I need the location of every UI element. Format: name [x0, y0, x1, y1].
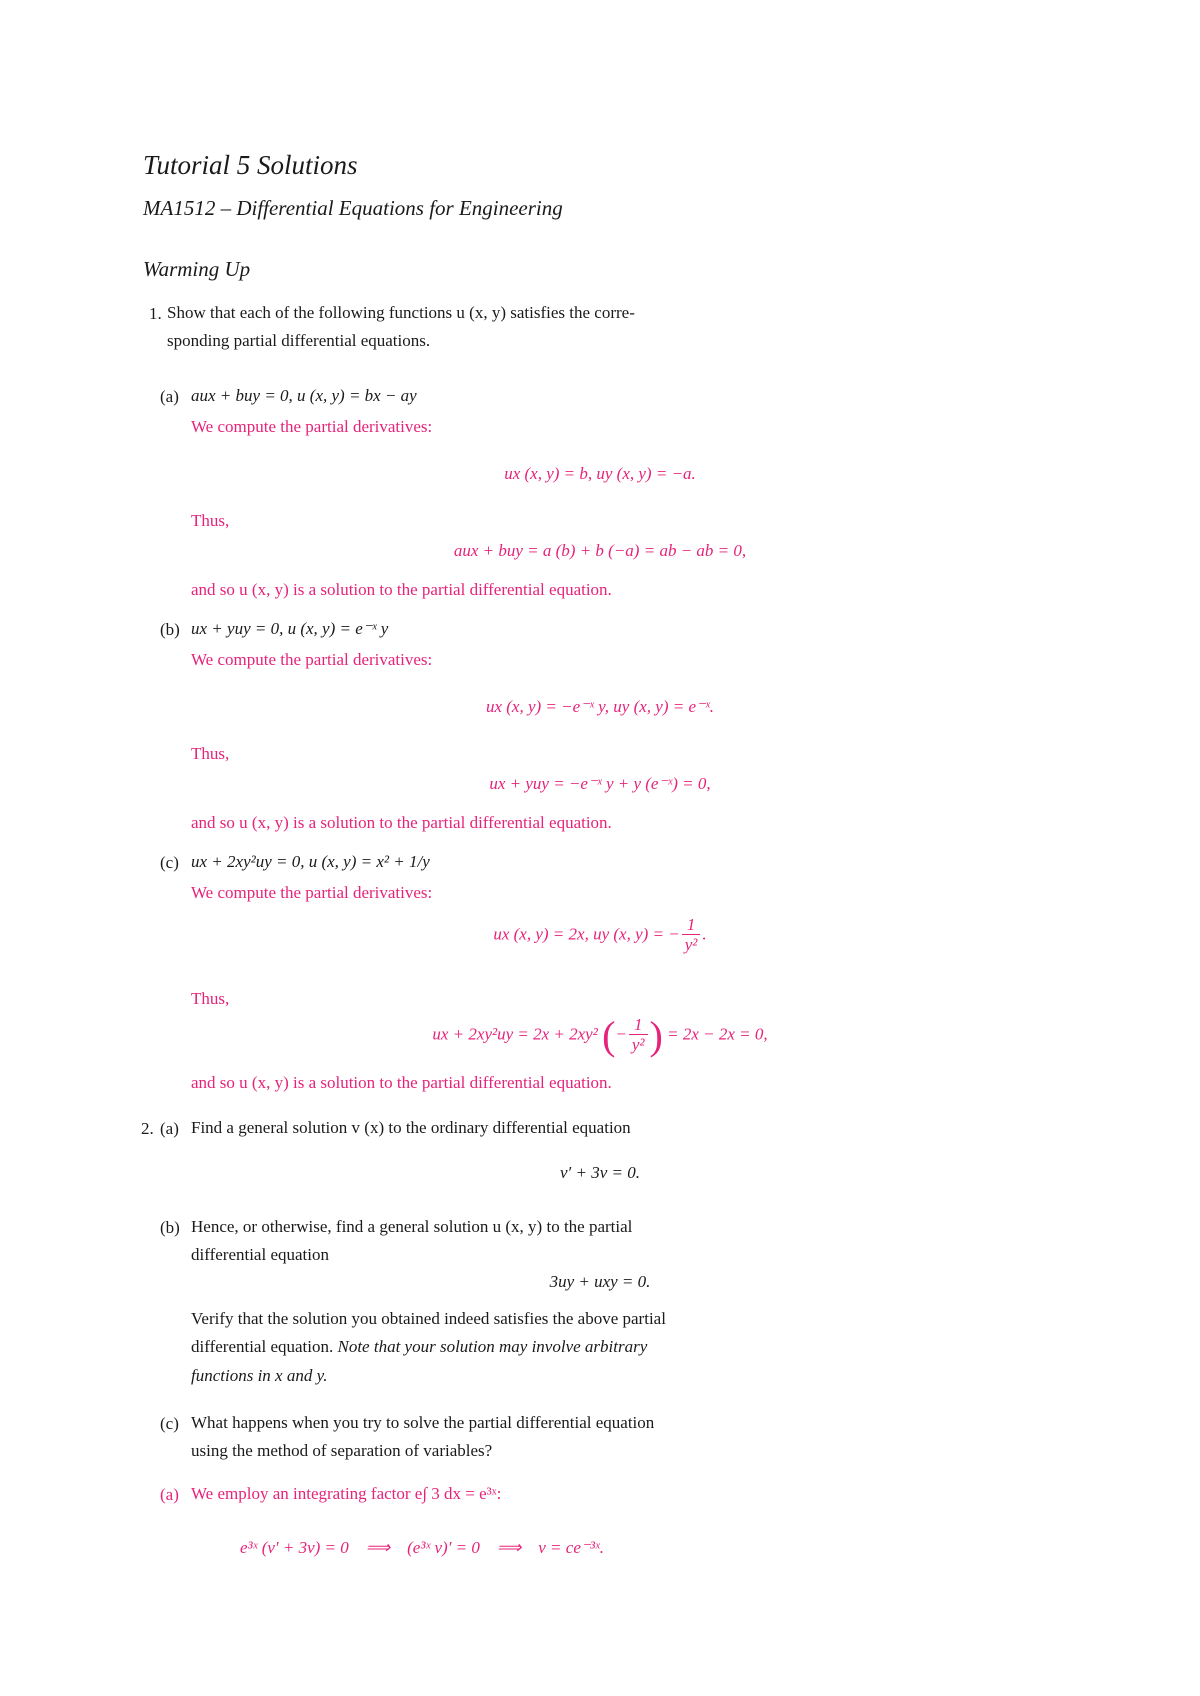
q2c-line2: using the method of separation of variables? — [191, 1441, 493, 1460]
q2b-verify-line3: functions in x and y. — [191, 1366, 328, 1385]
q1c-check: ux + 2xy²uy = 2x + 2xy² (− $\frac{1}{\text{y²}}$ ) = 2x − 2x = 0, — [432, 1013, 768, 1058]
q2b-line1: Hence, or otherwise, find a general solution u (x, y) to the partial — [191, 1217, 633, 1236]
q1c-derivs-num: 1 — [682, 916, 701, 935]
q1-number: 1. — [149, 304, 162, 323]
right-paren: ) — [649, 1013, 663, 1058]
q2a-label: (a) — [160, 1119, 179, 1138]
q1a-intro: We compute the partial derivatives: — [191, 417, 433, 436]
q2b-label: (b) — [160, 1218, 180, 1237]
q1c-intro: We compute the partial derivatives: — [191, 883, 433, 902]
q1c-check-right: = 2x − 2x = 0, — [667, 1024, 768, 1044]
q1c-check-den: y² — [631, 1035, 645, 1054]
q2b-equation: 3uy + uxy = 0. — [549, 1272, 651, 1291]
q2c-line1: What happens when you try to solve the partial differential equation — [191, 1413, 655, 1432]
q1c-derivatives — [0, 916, 1200, 955]
q1c-derivs-fraction — [682, 916, 701, 955]
q1c-check-num: 1 — [629, 1016, 648, 1035]
q1a-derivatives: ux (x, y) = b, uy (x, y) = −a. — [504, 464, 696, 483]
q2b-verify-plain: differential equation. — [191, 1337, 338, 1356]
q2-sol-a-label: (a) — [160, 1485, 179, 1504]
q1c-derivs-end: . — [702, 924, 707, 944]
q1b-derivatives: ux (x, y) = −e⁻ˣ y, uy (x, y) = e⁻ˣ. — [485, 697, 715, 716]
q1c-derivs-left: ux (x, y) = 2x, uy (x, y) = − — [493, 924, 680, 944]
q2b-verify-line2 — [191, 1334, 647, 1360]
q2-number: 2. — [141, 1119, 154, 1138]
q1-text-line2: sponding partial differential equations. — [167, 331, 431, 350]
q2-sol-a-text: We employ an integrating factor e∫ 3 dx = e³ˣ: — [191, 1484, 502, 1503]
q1c-thus: Thus, — [191, 989, 230, 1008]
course-subtitle: MA1512 – Differential Equations for Engineering — [143, 196, 563, 220]
page-title: Tutorial 5 Solutions — [143, 150, 358, 180]
q2-sol-a-equation: e³ˣ (v′ + 3v) = 0 ⟹ (e³ˣ v)′ = 0 ⟹ v = ce⁻³ˣ. — [240, 1538, 604, 1557]
q2b-line2: differential equation — [191, 1245, 329, 1264]
q1b-label: (b) — [160, 620, 180, 639]
q1a-conclusion: and so u (x, y) is a solution to the partial differential equation. — [191, 580, 612, 599]
q1-text-line1: Show that each of the following functions u (x, y) satisfies the corre- — [167, 303, 635, 322]
q2a-equation: v′ + 3v = 0. — [559, 1163, 640, 1182]
q1a-thus: Thus, — [191, 511, 230, 530]
q2b-verify-italic: Note that your solution may involve arbitrary — [337, 1337, 648, 1356]
left-paren: ( — [602, 1013, 616, 1058]
section-heading: Warming Up — [143, 257, 251, 281]
q1b-check: ux + yuy = −e⁻ˣ y + y (e⁻ˣ) = 0, — [489, 774, 711, 793]
q1b-problem: ux + yuy = 0, u (x, y) = e⁻ˣ y — [191, 619, 389, 638]
q1b-conclusion: and so u (x, y) is a solution to the partial differential equation. — [191, 813, 612, 832]
q1c-derivs-den: y² — [684, 935, 698, 954]
q1a-check: aux + buy = a (b) + b (−a) = ab − ab = 0, — [453, 541, 747, 560]
q1b-thus: Thus, — [191, 744, 230, 763]
q1c-label: (c) — [160, 853, 179, 872]
q2a-text: Find a general solution v (x) to the ordinary differential equation — [191, 1118, 631, 1137]
q1a-label: (a) — [160, 387, 179, 406]
q1c-check-left: ux + 2xy²uy = 2x + 2xy² — [432, 1024, 598, 1044]
q1c-check-fraction — [629, 1016, 648, 1055]
q1c-problem: ux + 2xy²uy = 0, u (x, y) = x² + 1/y — [191, 852, 430, 871]
q1a-problem: aux + buy = 0, u (x, y) = bx − ay — [191, 386, 417, 405]
q1c-conclusion: and so u (x, y) is a solution to the partial differential equation. — [191, 1073, 612, 1092]
q2b-verify-line1: Verify that the solution you obtained indeed satisfies the above partial — [191, 1309, 666, 1328]
q1b-intro: We compute the partial derivatives: — [191, 650, 433, 669]
q2c-label: (c) — [160, 1414, 179, 1433]
